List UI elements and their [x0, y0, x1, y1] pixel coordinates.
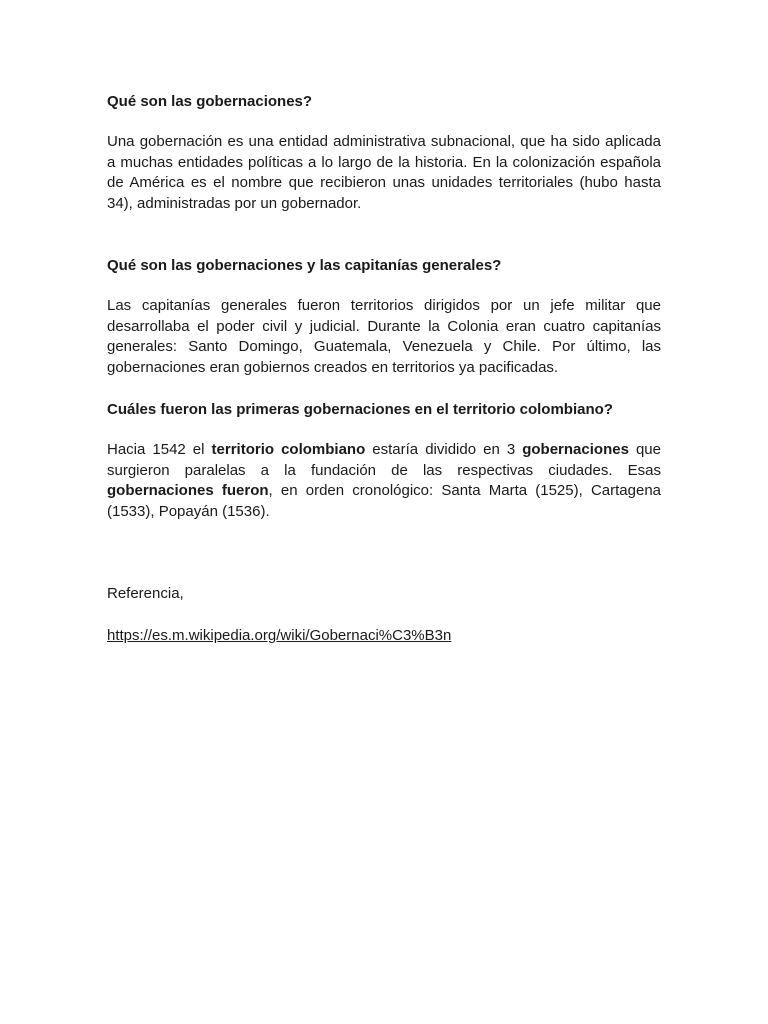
- heading-primeras-gobernaciones: Cuáles fueron las primeras gobernaciones en el territorio colombiano?: [107, 401, 613, 418]
- text-segment: que surgieron paralelas a la fundación de las respectivas ciudades. Esas: [107, 441, 661, 479]
- reference-label: Referencia,: [107, 585, 184, 602]
- text-segment: Hacia 1542 el: [107, 441, 212, 458]
- bold-segment: territorio colombiano: [211, 441, 366, 458]
- reference-link[interactable]: https://es.m.wikipedia.org/wiki/Gobernaci%C3%B3n: [107, 627, 452, 644]
- paragraph-definicion: Una gobernación es una entidad administrativa subnacional, que ha sido aplicada a muchas entidades políticas a lo largo de la historia. En la colonización española de América es el nombre que recibieron unas unidades territoriales (hubo hasta 34), administradas por un gobernador.: [107, 133, 661, 212]
- text-segment: , en orden cronológico: Santa Marta (1525), Cartagena (1533), Popayán (1536).: [107, 482, 662, 520]
- heading-que-son-gobernaciones: Qué son las gobernaciones?: [107, 93, 313, 110]
- bold-segment: gobernaciones: [522, 441, 629, 458]
- paragraph-capitanias: Las capitanías generales fueron territorios dirigidos por un jefe militar que desarrollaba el poder civil y judicial. Durante la Colonia eran cuatro capitanías generales: Santo Domingo, Guatemala, Venezuela y Chile. Por último, las gobernaciones eran gobiernos creados en territorios ya pacificadas.: [107, 297, 661, 376]
- paragraph-primeras-gobernaciones: [107, 440, 661, 522]
- heading-gobernaciones-capitanias: Qué son las gobernaciones y las capitanías generales?: [107, 257, 502, 274]
- bold-segment: gobernaciones fueron: [107, 482, 269, 499]
- text-segment: estaría dividido en 3: [365, 441, 523, 458]
